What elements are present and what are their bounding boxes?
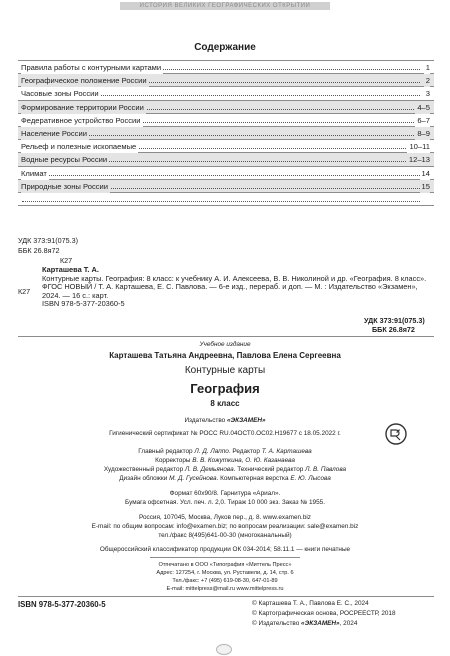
grade: 8 класс	[210, 399, 240, 408]
toc-heading: Содержание	[194, 42, 256, 53]
udk-label: УДК 373:91(075.3)	[18, 236, 79, 245]
toc-item-title: Правила работы с контурными картами	[21, 63, 162, 72]
copyright-2: © Картографическая основа, РОСРЕЕСТР, 2018	[252, 610, 396, 617]
copyright-3-name: «ЭКЗАМЕН»	[301, 620, 340, 627]
publisher-label: Издательство	[184, 417, 226, 424]
rst-certification-logo	[385, 423, 407, 445]
editor-label: Редактор	[232, 448, 260, 455]
toc-row[interactable]	[18, 114, 434, 127]
toc-item-page: 4–5	[417, 102, 430, 112]
toc-item-page: 10–11	[409, 142, 430, 152]
toc-row[interactable]	[18, 193, 434, 206]
toc-item-page: 3	[425, 89, 430, 99]
isbn-bottom: ISBN 978-5-377-20360-5	[18, 600, 106, 609]
art-editor-line: Художественный редактор Л. В. Демьянова. Технический редактор Л. В. Павлова	[103, 466, 347, 473]
toc-item-title: Географическое положение России	[21, 76, 147, 86]
bbk-label: ББК 26.8я72	[18, 246, 60, 255]
toc-row[interactable]	[18, 74, 434, 87]
divider	[18, 596, 434, 597]
header-strip: ИСТОРИЯ ВЕЛИКИХ ГЕОГРАФИЧЕСКИХ ОТКРЫТИЙ	[120, 2, 330, 10]
tech-editor-name: Л. В. Павлова	[305, 466, 347, 473]
author-mark: К27	[60, 256, 73, 265]
toc-leader	[22, 175, 420, 176]
toc-item-page: 14	[421, 168, 430, 178]
chief-editor-label: Главный редактор	[138, 448, 193, 455]
cover-design-label: Дизайн обложки	[119, 475, 168, 482]
cover-design-name: М. Д. Гусейнова	[169, 475, 217, 482]
page-number-marker	[216, 644, 232, 655]
bib-isbn: ISBN 978-5-377-20360-5	[42, 299, 125, 309]
layout-label: Компьютерная верстка	[220, 475, 289, 482]
copyright-3-suffix: , 2024	[339, 620, 358, 627]
toc-item-title: Часовые зоны России	[21, 89, 99, 99]
toc-item-page: 12–13	[408, 155, 430, 165]
toc-row[interactable]	[18, 180, 434, 193]
udk-right: УДК 373:91(075.3)	[364, 316, 425, 325]
art-editor-label: Художественный редактор	[103, 466, 184, 473]
email-line: E-mail: по общим вопросам: info@examen.biz; по вопросам реализации: sale@examen.biz	[91, 523, 359, 530]
printer-line-1: Отпечатано в ООО «Типография «Миттель Пресс»	[158, 562, 292, 568]
toc-row[interactable]	[18, 153, 434, 166]
proofreaders-label: Корректоры	[155, 457, 191, 464]
layout-name: Е. Ю. Лысова	[290, 475, 331, 482]
author-mark-left: К27	[18, 287, 31, 296]
hygiene-certificate: Гигиенический сертификат № РОСС RU.04ОСТ0.ОС02.Н19677 с 18.05.2022 г.	[109, 430, 341, 437]
print-format: Формат 60х90/8. Гарнитура «Ариал».	[169, 490, 281, 497]
bibliographic-description	[42, 266, 436, 309]
book-series: Контурные карты	[184, 365, 266, 376]
edition-type: Учебное издание	[199, 341, 251, 348]
toc-item-page: 1	[425, 63, 430, 72]
toc-item-page: 2	[425, 76, 430, 86]
tech-editor-label: Технический редактор	[237, 466, 304, 473]
publisher-name: «ЭКЗАМЕН»	[227, 417, 266, 424]
toc-item-title: Природные зоны России	[21, 181, 109, 191]
printer-line-4: E-mail: mittelpress@mail.ru www.mittelpress.ru	[166, 586, 284, 592]
toc-row[interactable]	[18, 61, 434, 74]
bib-author: Карташева Т. А.	[42, 265, 99, 274]
copyright-3-prefix: © Издательство	[252, 620, 300, 627]
chief-editor-line: Главный редактор Л. Д. Лаппо. Редактор Т. А. Карташева	[138, 448, 312, 455]
print-paper: Бумага офсетная. Усл. печ. л. 2,0. Тираж 10 000 экз. Заказ № 1955.	[125, 499, 325, 506]
toc-item-page: 6–7	[417, 115, 430, 125]
short-divider	[150, 557, 300, 558]
divider	[18, 336, 434, 337]
address-line: Россия, 107045, Москва, Луков пер., д. 8. www.examen.biz	[138, 514, 312, 521]
printer-line-3: Тел./факс: +7 (495) 619-08-30, 647-01-89	[172, 578, 278, 584]
book-title: География	[190, 381, 260, 396]
table-of-contents	[18, 60, 434, 206]
toc-item-title: Формирование территории России	[21, 102, 144, 112]
proofreaders-names: В. В. Кожуткина, О. Ю. Казанаева	[192, 457, 295, 464]
design-line: Дизайн обложки М. Д. Гусейнова. Компьютерная верстка Е. Ю. Лысова	[119, 475, 331, 482]
toc-item-page: 15	[421, 181, 430, 191]
toc-item-page: 8–9	[417, 128, 430, 138]
editor-name: Т. А. Карташева	[261, 448, 312, 455]
toc-item-title: Федеративное устройство России	[21, 115, 141, 125]
printer-line-2: Адрес: 127254, г. Москва, ул. Руставели, д. 14, стр. 6	[156, 570, 294, 576]
toc-row[interactable]	[18, 167, 434, 180]
publisher	[0, 417, 450, 425]
toc-row[interactable]	[18, 140, 434, 153]
toc-row[interactable]	[18, 87, 434, 100]
chief-editor-name: Л. Д. Лаппо	[194, 448, 229, 455]
toc-item-title: Климат	[21, 168, 47, 178]
copyright-1: © Карташева Т. А., Павлова Е. С., 2024	[252, 600, 369, 607]
toc-item-title: Рельеф и полезные ископаемые	[21, 142, 137, 152]
toc-row[interactable]	[18, 127, 434, 140]
classifier-line: Общероссийский классификатор продукции ОК 034-2014; 58.11.1 — книги печатные	[99, 546, 351, 553]
toc-leader	[22, 201, 420, 202]
phone-line: тел./факс 8(495)641-00-30 (многоканальный)	[158, 532, 292, 539]
authors-full: Карташева Татьяна Андреевна, Павлова Елена Сергеевна	[109, 351, 341, 360]
bib-text: Контурные карты. География: 8 класс: к учебнику А. И. Алексеева, В. В. Николиной и др. «География. 8 класс». ФГОС НОВЫЙ / Т. А. Карташева, Е. С. Павлова. — 6-е изд., перераб. и доп. — М. : Издательство «Экзамен», 2024. — 16 с.: карт.	[42, 273, 427, 300]
toc-item-title: Водные ресурсы России	[21, 155, 108, 165]
bbk-right: ББК 26.8я72	[372, 325, 415, 334]
art-editor-name: Л. В. Демьянова	[184, 466, 234, 473]
proofreaders-line	[0, 457, 450, 465]
toc-row[interactable]	[18, 101, 434, 114]
copyright-3	[252, 620, 357, 628]
toc-item-title: Население России	[21, 128, 87, 138]
